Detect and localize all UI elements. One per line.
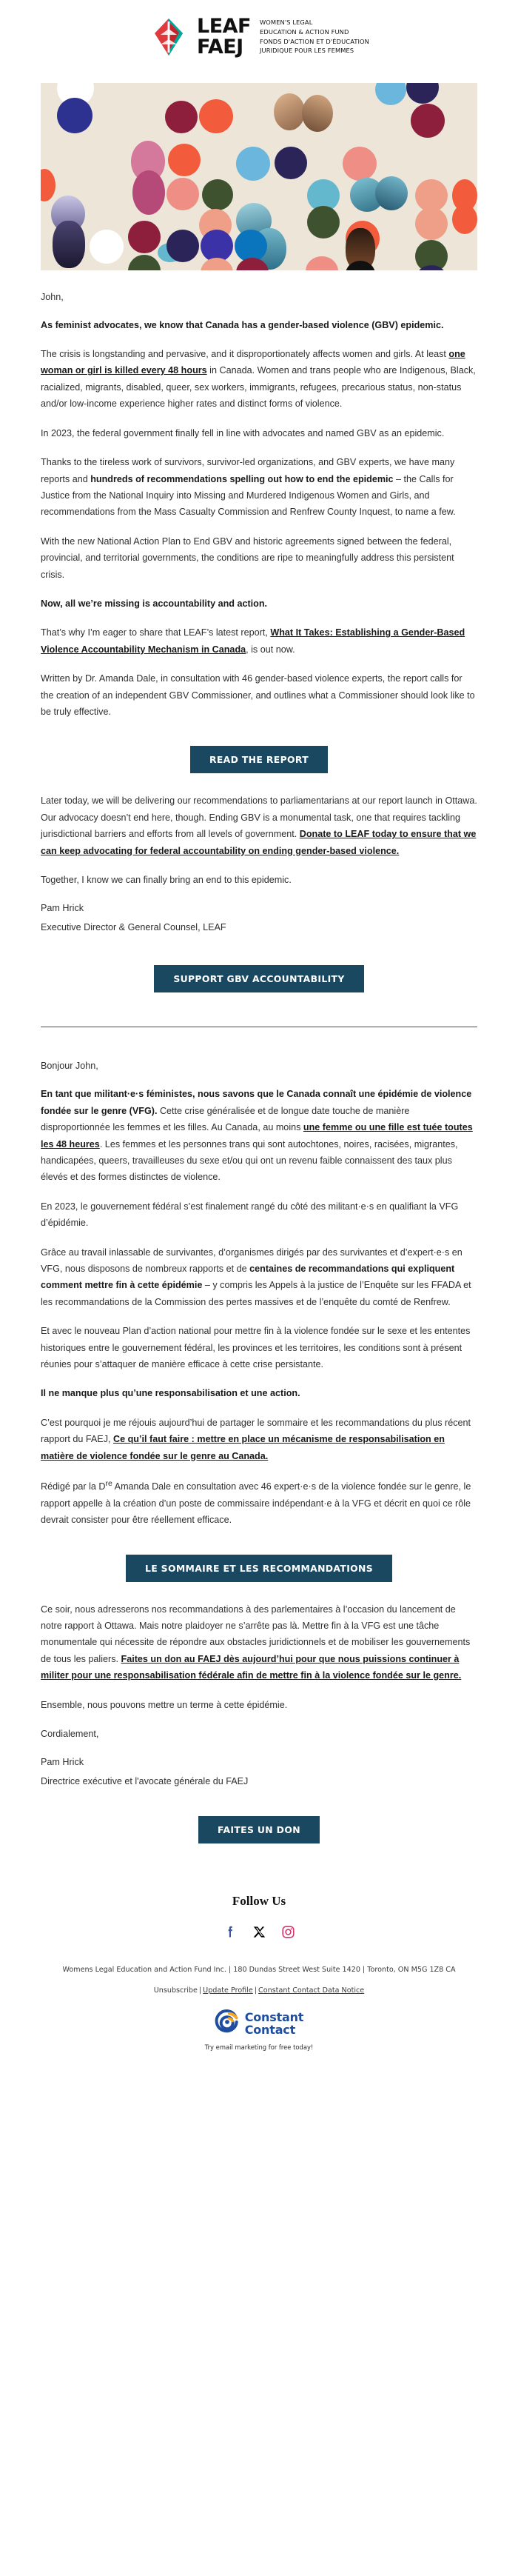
hero-photo-circle <box>375 176 408 210</box>
french-p1-part-b: . Les femmes et les personnes trans qui sont autochtones, noires, racisées, migrantes, handicapées, queers, travailleuses du sexe et/ou qui ont un revenu faible connaissent des taux plus élevés et des formes distinctes de violence. <box>41 1138 458 1183</box>
english-p1-part-a: The crisis is longstanding and pervasive, and it disproportionately affects women and girls. At least <box>41 349 449 360</box>
cc-word-contact: Contact <box>244 2022 296 2037</box>
constant-contact-data-notice-link[interactable]: Constant Contact Data Notice <box>258 1986 365 1995</box>
constant-contact-tagline: Try email marketing for free today! <box>204 2043 314 2052</box>
french-p3-part-a: Grâce au travail inlassable de survivantes, d’organismes dirigés par des survivantes et d’expert·e·s en VFG, nous disposons de nombreux rapports et de <box>41 1247 462 1275</box>
legal-separator-2: | <box>254 1986 258 1995</box>
french-paragraph-3 <box>41 1244 477 1311</box>
french-p8-part-a: Ce soir, nous adresserons nos recommandations à des parlementaires à l’occasion du lancement de notre rapport à Ottawa. Mais notre plaidoyer ne s’arrête pas là. Mettre fin à la VFG est une tâche monumentale qui nécessite de répondre aux obstacles juridictionnels et de mobiliser les gouvernements de tous les paliers. <box>41 1604 471 1664</box>
hero-image-block <box>0 71 518 270</box>
org-address: Womens Legal Education and Action Fund Inc. | 180 Dundas Street West Suite 1420 | Toronto, ON M5G 1Z8 CA <box>62 1966 456 1975</box>
french-salutation: Bonjour John, <box>41 1061 98 1072</box>
french-p7-part-b: Amanda Dale en consultation avec 46 expert·e·s de la violence fondée sur le genre, le rapport appelle à la création d’un poste de commissaire indépendant·e à la VFG et décrit en quoi ce rôle devrait consister pour être réellement efficace. <box>41 1481 471 1526</box>
email-footer <box>0 1869 518 2069</box>
french-p7-part-a: Rédigé par la D <box>41 1481 106 1492</box>
hero-dot <box>57 98 92 133</box>
english-paragraph-9: Together, I know we can finally bring an end to this epidemic. <box>41 875 292 886</box>
english-p3-part-a: Thanks to the tireless work of survivors, survivor-led organizations, and GBV experts, we have many reports and <box>41 457 455 484</box>
brand-wordmark <box>197 16 251 57</box>
english-paragraph-4: With the new National Action Plan to End GBV and historic agreements signed between the federal, provincial, and territorial governments, the conditions are ripe to meaningfully address this persistent crisis. <box>41 535 454 580</box>
hero-dot <box>452 204 477 234</box>
footer-legal-links <box>22 1986 496 1995</box>
hero-dot <box>202 179 233 210</box>
hero-dot <box>275 147 307 179</box>
hero-dot <box>343 147 377 181</box>
donate-cta-wrap <box>0 1800 518 1869</box>
english-paragraph-3 <box>41 454 477 521</box>
hero-dot <box>415 207 448 240</box>
brand-tagline <box>260 18 369 56</box>
hero-dot <box>128 221 161 253</box>
hero-dot <box>166 178 199 210</box>
hero-dot <box>415 179 448 212</box>
hero-dot <box>201 230 233 262</box>
follow-us-heading: Follow Us <box>232 1894 286 1909</box>
hero-photo-circle <box>274 93 305 130</box>
english-paragraph-7: Written by Dr. Amanda Dale, in consultation with 46 gender-based violence experts, the report calls for the creation of an independent GBV Commissioner, and outlines what a Commissioner should look like to be truly effective. <box>41 673 475 717</box>
english-content <box>0 270 518 738</box>
french-paragraph-5-bold: Il ne manque plus qu’une responsabilisation et une action. <box>41 1388 300 1399</box>
english-p6-part-a: That’s why I’m eager to share that LEAF’s latest report, <box>41 627 271 638</box>
english-donate-link[interactable]: Donate to LEAF today to ensure that we can keep advocating for federal accountability on ending gender-based violence. <box>41 829 477 856</box>
english-signature-name: Pam Hrick <box>41 903 84 914</box>
summary-cta-wrap <box>0 1546 518 1601</box>
french-content <box>0 1032 518 1545</box>
english-p3-bold: hundreds of recommendations spelling out how to end the epidemic <box>90 473 394 484</box>
english-p8-part-a: Later today, we will be delivering our recommendations to parliamentarians at our report launch in Ottawa. Our advocacy doesn’t end here, though. Ending GBV is a monumental task, one that requires tackling jurisdictional barriers and efforts from all levels of government. <box>41 795 477 840</box>
unsubscribe-link[interactable]: Unsubscribe <box>153 1986 198 1995</box>
hero-dot <box>168 144 201 176</box>
french-donate-link[interactable]: Faites un don au FAEJ dès aujourd’hui pour que nous puissions continuer à militer pour une responsabilisation fédérale afin de mettre fin à la violence fondée sur le genre. <box>41 1653 462 1681</box>
update-profile-link[interactable]: Update Profile <box>203 1986 253 1995</box>
hero-dot <box>199 99 233 133</box>
english-salutation: John, <box>41 291 64 302</box>
tagline-fr-line2: JURIDIQUE POUR LES FEMMES <box>260 47 354 55</box>
hero-dot <box>41 169 56 201</box>
cc-word-constant: Constant <box>244 2010 304 2025</box>
english-p3-part-b: – the Calls for Justice from the National Inquiry into Missing and Murdered Indigenous Women and Girls, and recommendations from the Mass Casualty Commission and Renfrew County Inquest, to name a few. <box>41 473 456 518</box>
facebook-icon[interactable] <box>222 1923 238 1940</box>
hero-dot <box>235 230 267 262</box>
french-p1-part-a: Cette crise généralisée et de longue date touche de manière disproportionnée les femmes et les filles. Au Canada, au moins <box>41 1105 410 1133</box>
hero-dot <box>375 83 406 105</box>
french-p3-bold: centaines de recommandations qui expliquent comment mettre fin à cette épidémie <box>41 1264 455 1291</box>
email-header <box>0 0 518 71</box>
hero-dot <box>307 206 340 238</box>
french-paragraph-8 <box>41 1601 477 1684</box>
read-report-cta-wrap <box>0 737 518 793</box>
french-report-link[interactable]: Ce qu’il faut faire : mettre en place un mécanisme de responsabilisation en matière de violence fondée sur le genre au Canada. <box>41 1434 445 1461</box>
hero-dot <box>411 104 445 138</box>
instagram-icon[interactable] <box>280 1923 296 1940</box>
brand-wordmark-leaf: LEAF <box>197 15 251 38</box>
french-p1-bold: En tant que militant·e·s féministes, nous savons que le Canada connaît une épidémie de violence fondée sur le genre (VFG). <box>41 1089 472 1116</box>
french-paragraph-4: Et avec le nouveau Plan d’action national pour mettre fin à la violence fondée sur le sexe et les ententes historiques entre le gouvernement fédéral, les provinces et les territoires, les conditions sont à présent réunies pour s’attaquer de manière efficace à cette crise persistante. <box>41 1326 471 1370</box>
tagline-en-line2: EDUCATION & ACTION FUND <box>260 27 349 36</box>
french-signature-name: Pam Hrick <box>41 1757 84 1768</box>
french-p1-link[interactable]: une femme ou une fille est tuée toutes les 48 heures <box>41 1122 473 1149</box>
le-sommaire-button[interactable]: LE SOMMAIRE ET LES RECOMMANDATIONS <box>126 1555 392 1582</box>
leaf-leaf-mark-icon <box>149 17 189 57</box>
social-links-row <box>22 1923 496 1940</box>
english-lead-bold: As feminist advocates, we know that Canada has a gender-based violence (GBV) epidemic. <box>41 319 444 330</box>
french-content-continued <box>0 1601 518 1801</box>
constant-contact-swirl-icon <box>215 2009 240 2038</box>
french-paragraph-9: Ensemble, nous pouvons mettre un terme à cette épidémie. <box>41 1699 288 1710</box>
french-paragraph-6 <box>41 1415 477 1464</box>
english-p1-link[interactable]: one woman or girl is killed every 48 hours <box>41 349 465 376</box>
french-paragraph-2: En 2023, le gouvernement fédéral s’est finalement rangé du côté des militant·e·s en qualifiant la VFG d’épidémie. <box>41 1201 459 1229</box>
legal-separator-1: | <box>198 1986 202 1995</box>
hero-dot <box>306 256 338 270</box>
french-p6-part-a: C’est pourquoi je me réjouis aujourd’hui de partager le sommaire et les recommandations du plus récent rapport du FAEJ, <box>41 1417 471 1445</box>
french-signature-title: Directrice exécutive et l'avocate générale du FAEJ <box>41 1775 249 1786</box>
brand-logo[interactable] <box>149 16 369 57</box>
section-divider-wrap <box>0 1012 518 1032</box>
english-paragraph-1 <box>41 346 477 413</box>
brand-wordmark-faej: FAEJ <box>197 35 243 59</box>
x-twitter-icon[interactable] <box>251 1923 267 1940</box>
hero-collage-image[interactable] <box>41 83 477 270</box>
hero-photo-circle <box>302 95 333 132</box>
french-p7-superscript: re <box>105 1479 112 1489</box>
hero-photo-circle <box>53 221 85 268</box>
english-p6-part-b: , is out now. <box>246 644 295 655</box>
french-closing: Cordialement, <box>41 1728 99 1739</box>
constant-contact-wordmark <box>245 2012 304 2036</box>
french-paragraph-1 <box>41 1086 477 1185</box>
english-paragraph-5-bold: Now, all we’re missing is accountability and action. <box>41 598 268 609</box>
french-paragraph-7 <box>41 1477 477 1528</box>
read-the-report-button[interactable]: READ THE REPORT <box>190 746 328 773</box>
hero-dot <box>166 230 199 262</box>
french-p3-part-b: – y compris les Appels à la justice de l’Enquête sur les FFADA et les recommandations de la Commission des pertes massives et de l’enquête du comté de Renfrew. <box>41 1280 471 1307</box>
english-content-continued <box>0 793 518 946</box>
english-paragraph-6 <box>41 624 477 658</box>
english-report-link[interactable]: What It Takes: Establishing a Gender-Based Violence Accountability Mechanism in Canada <box>41 627 465 655</box>
hero-dot <box>90 230 124 264</box>
english-paragraph-8 <box>41 793 477 859</box>
english-signature-title: Executive Director & General Counsel, LEAF <box>41 921 226 932</box>
faites-un-don-button[interactable]: FAITES UN DON <box>198 1816 320 1843</box>
english-p1-part-b: in Canada. Women and trans people who are Indigenous, Black, racialized, migrants, disabled, queer, sex workers, immigrants, refugees, precarious status, non-status and/or low-income experience higher rates and distinct forms of violence. <box>41 365 476 410</box>
constant-contact-logo[interactable] <box>22 2009 496 2038</box>
hero-dot <box>128 255 161 270</box>
hero-dot <box>201 258 233 270</box>
tagline-en-line1: WOMEN'S LEGAL <box>260 18 313 26</box>
hero-dot <box>236 147 270 181</box>
tagline-fr-line1: FONDS D'ACTION ET D'ÉDUCATION <box>260 37 369 45</box>
hero-dot <box>132 170 165 215</box>
english-paragraph-2: In 2023, the federal government finally fell in line with advocates and named GBV as an epidemic. <box>41 427 445 438</box>
support-cta-wrap <box>0 946 518 1012</box>
hero-dot <box>406 83 439 104</box>
hero-dot <box>165 101 198 133</box>
support-gbv-accountability-button[interactable]: SUPPORT GBV ACCOUNTABILITY <box>154 965 363 992</box>
